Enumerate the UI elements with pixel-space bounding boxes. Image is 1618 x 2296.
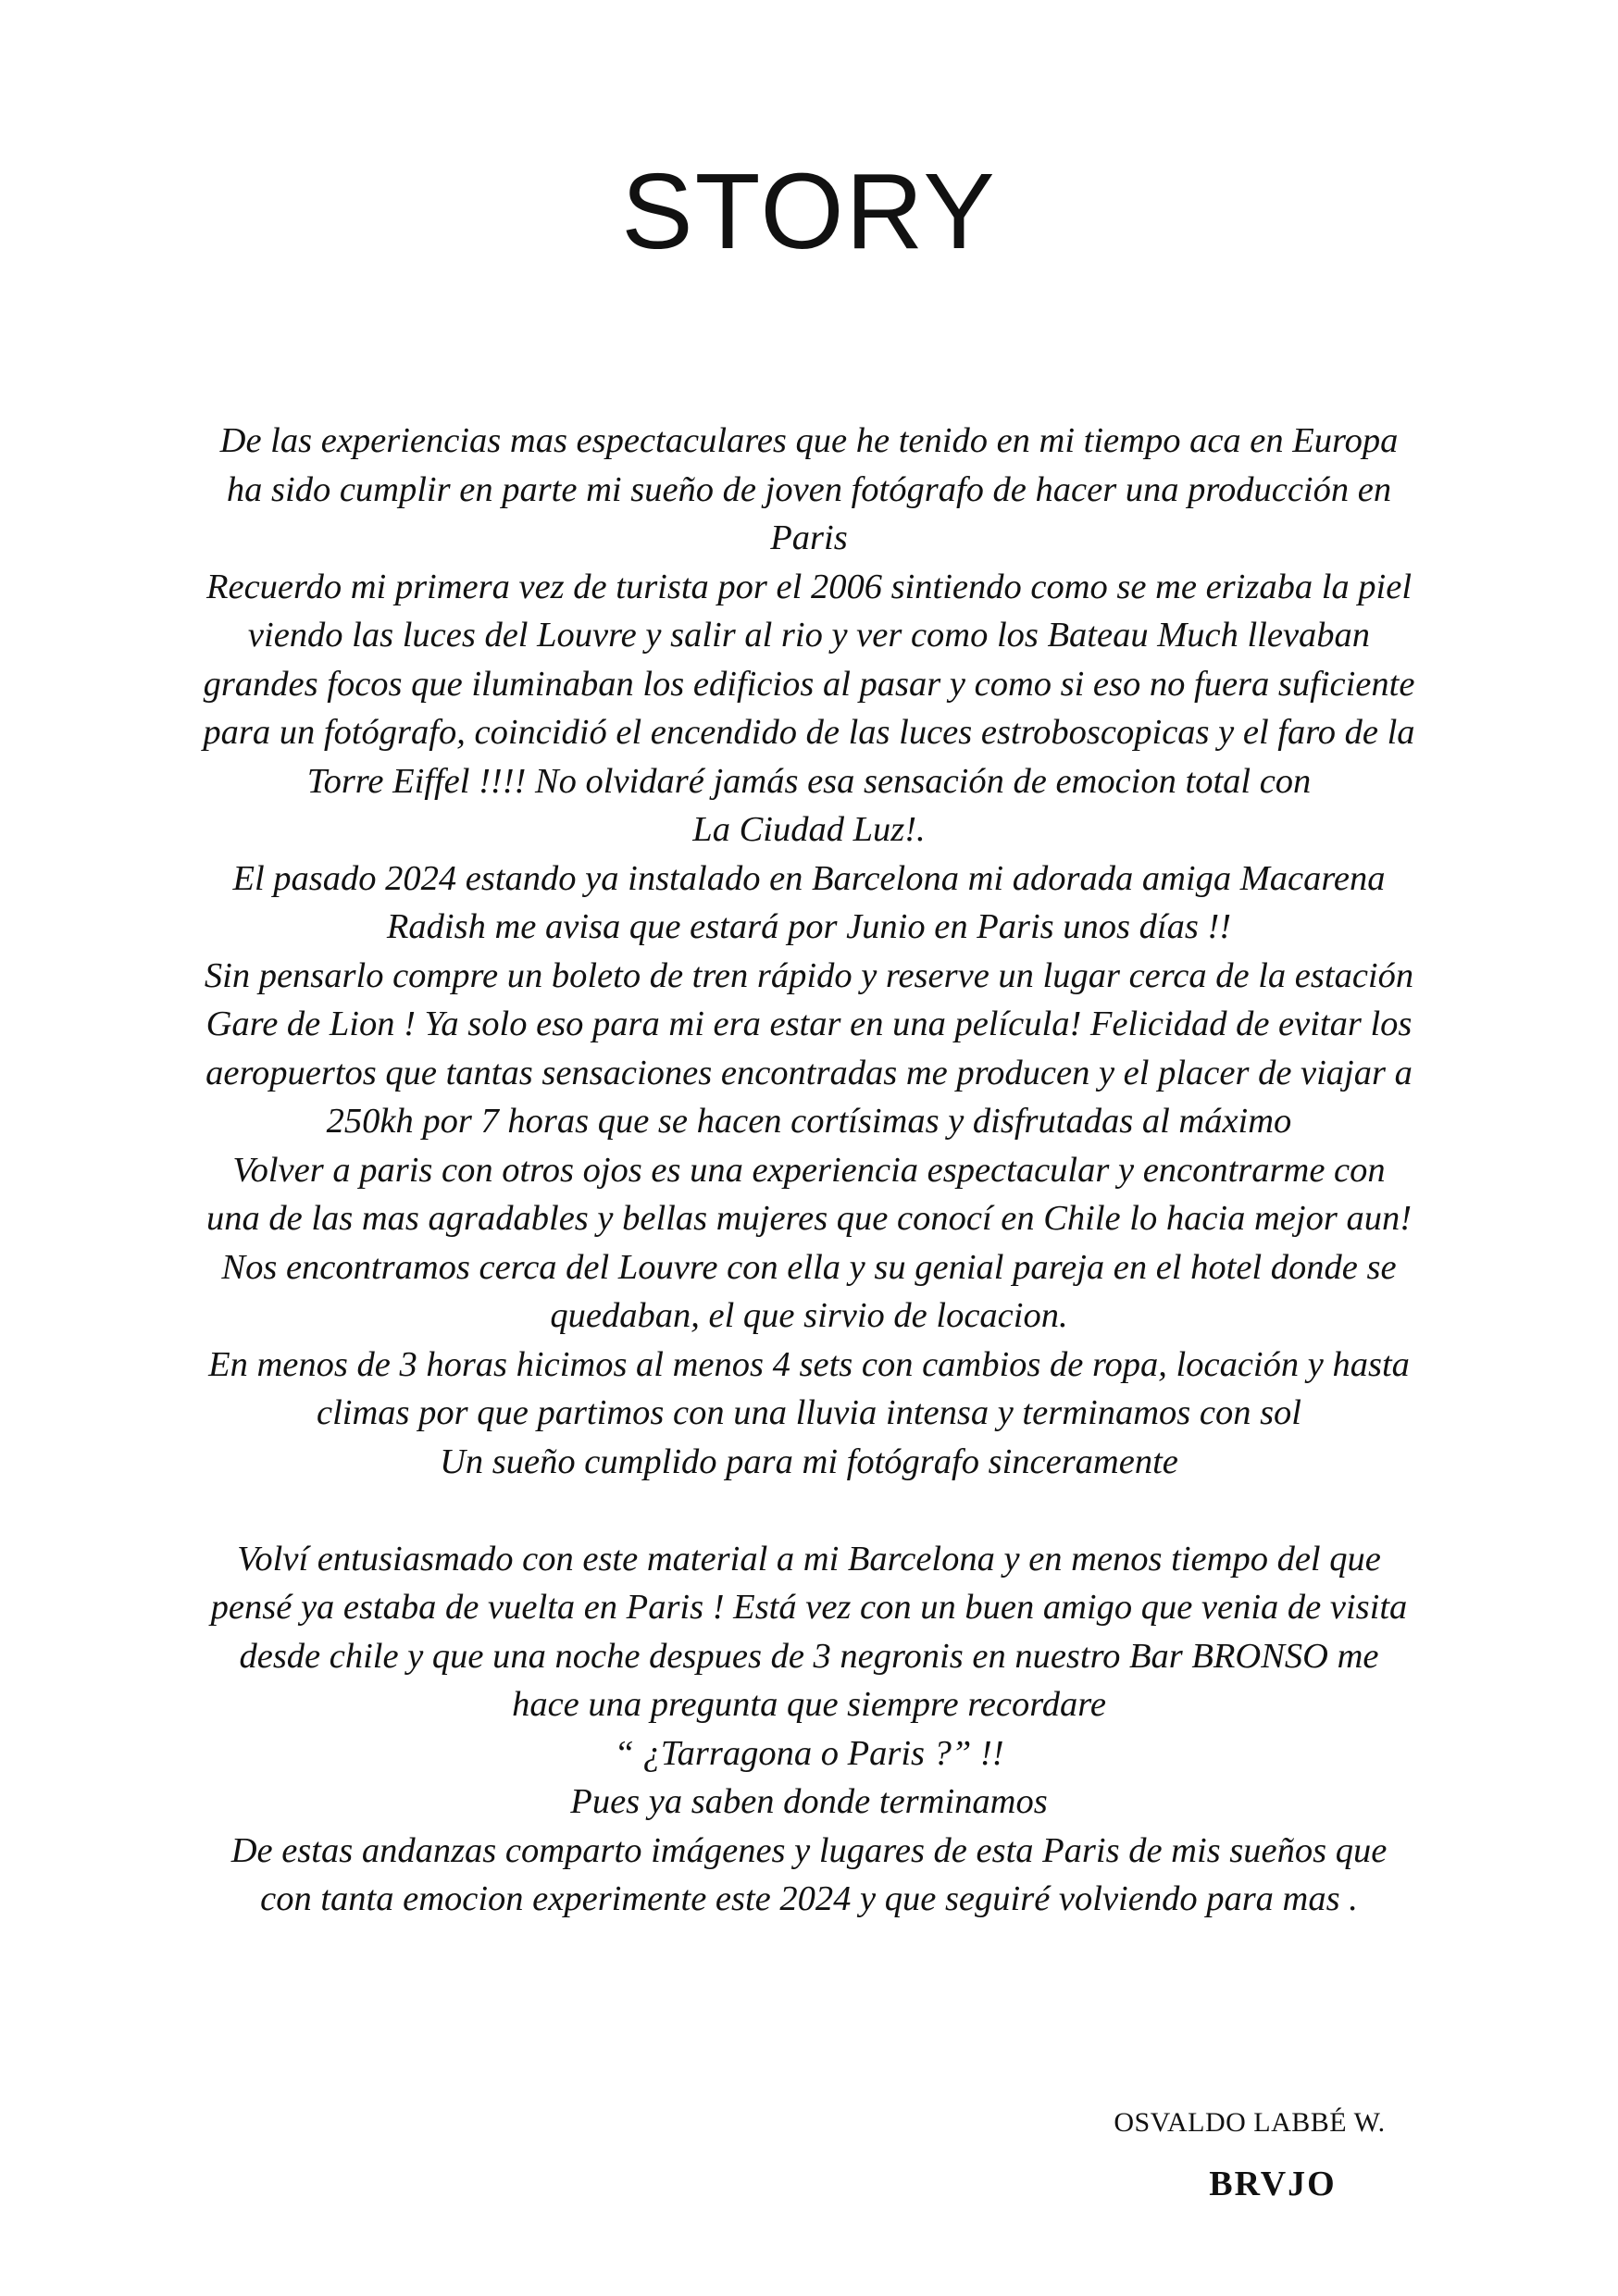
story-line: Radish me avisa que estará por Junio en Paris unos días !!: [386, 907, 1232, 946]
story-line: desde chile y que una noche despues de 3 negronis en nuestro Bar BRONSO me: [239, 1636, 1379, 1676]
signature-block: [1092, 2109, 1407, 2202]
story-line: Paris: [770, 518, 848, 557]
story-line: para un fotógrafo, coincidió el encendido de las luces estroboscopicas y el faro de la: [203, 713, 1415, 752]
author-name: OSVALDO LABBÉ W.: [1114, 2107, 1386, 2138]
story-line: De las experiencias mas espectaculares que he tenido en mi tiempo aca en Europa: [219, 421, 1399, 460]
story-line: “ ¿Tarragona o Paris ?” !!: [614, 1733, 1004, 1773]
story-line: viendo las luces del Louvre y salir al rio y ver como los Bateau Much llevaban: [247, 616, 1371, 655]
story-line: Nos encontramos cerca del Louvre con ella y su genial pareja en el hotel donde se: [221, 1247, 1397, 1287]
story-line: El pasado 2024 estando ya instalado en Barcelona mi adorada amiga Macarena: [232, 858, 1386, 898]
story-line: Torre Eiffel !!!! No olvidaré jamás esa sensación de emocion total con: [306, 761, 1312, 801]
story-line: 250kh por 7 horas que se hacen cortísimas y disfrutadas al máximo: [326, 1102, 1292, 1141]
story-line: Pues ya saben donde terminamos: [570, 1782, 1048, 1821]
story-line: La Ciudad Luz!.: [692, 810, 926, 849]
story-line: aeropuertos que tantas sensaciones encontradas me producen y el placer de viajar a: [205, 1053, 1413, 1092]
story-line: una de las mas agradables y bellas mujeres que conocí en Chile lo hacia mejor aun!: [205, 1199, 1413, 1238]
story-line: En menos de 3 horas hicimos al menos 4 sets con cambios de ropa, locación y hasta: [208, 1344, 1410, 1384]
story-line: pensé ya estaba de vuelta en Paris ! Está vez con un buen amigo que venia de visita: [210, 1588, 1408, 1627]
page-title: STORY: [621, 151, 997, 271]
story-line: De estas andanzas comparto imágenes y lugares de esta Paris de mis sueños que: [230, 1830, 1388, 1870]
story-line: Recuerdo mi primera vez de turista por el 2006 sintiendo como se me erizaba la piel: [205, 567, 1413, 606]
story-line: Volver a paris con otros ojos es una experiencia espectacular y encontrarme con: [232, 1150, 1386, 1190]
story-line: Un sueño cumplido para mi fotógrafo sinceramente: [440, 1441, 1178, 1481]
story-line: Volví entusiasmado con este material a mi Barcelona y en menos tiempo del que: [237, 1539, 1381, 1578]
story-body: [174, 417, 1444, 1924]
story-line: ha sido cumplir en parte mi sueño de joven fotógrafo de hacer una producción en: [226, 469, 1392, 509]
story-line: quedaban, el que sirvio de locacion.: [550, 1296, 1068, 1335]
paragraph-spacer: [174, 1486, 1444, 1535]
story-line: Sin pensarlo compre un boleto de tren rápido y reserve un lugar cerca de la estación: [204, 955, 1414, 995]
brand-name: BRVJO: [1209, 2165, 1337, 2203]
story-line: Gare de Lion ! Ya solo eso para mi era estar en una película! Felicidad de evitar los: [205, 1004, 1413, 1043]
story-line: con tanta emocion experimente este 2024 y que seguiré volviendo para mas .: [260, 1879, 1358, 1918]
story-line: grandes focos que iluminaban los edificios al pasar y como si eso no fuera suficiente: [203, 664, 1415, 704]
story-line: climas por que partimos con una lluvia intensa y terminamos con sol: [316, 1393, 1301, 1432]
story-line: hace una pregunta que siempre recordare: [512, 1685, 1106, 1724]
